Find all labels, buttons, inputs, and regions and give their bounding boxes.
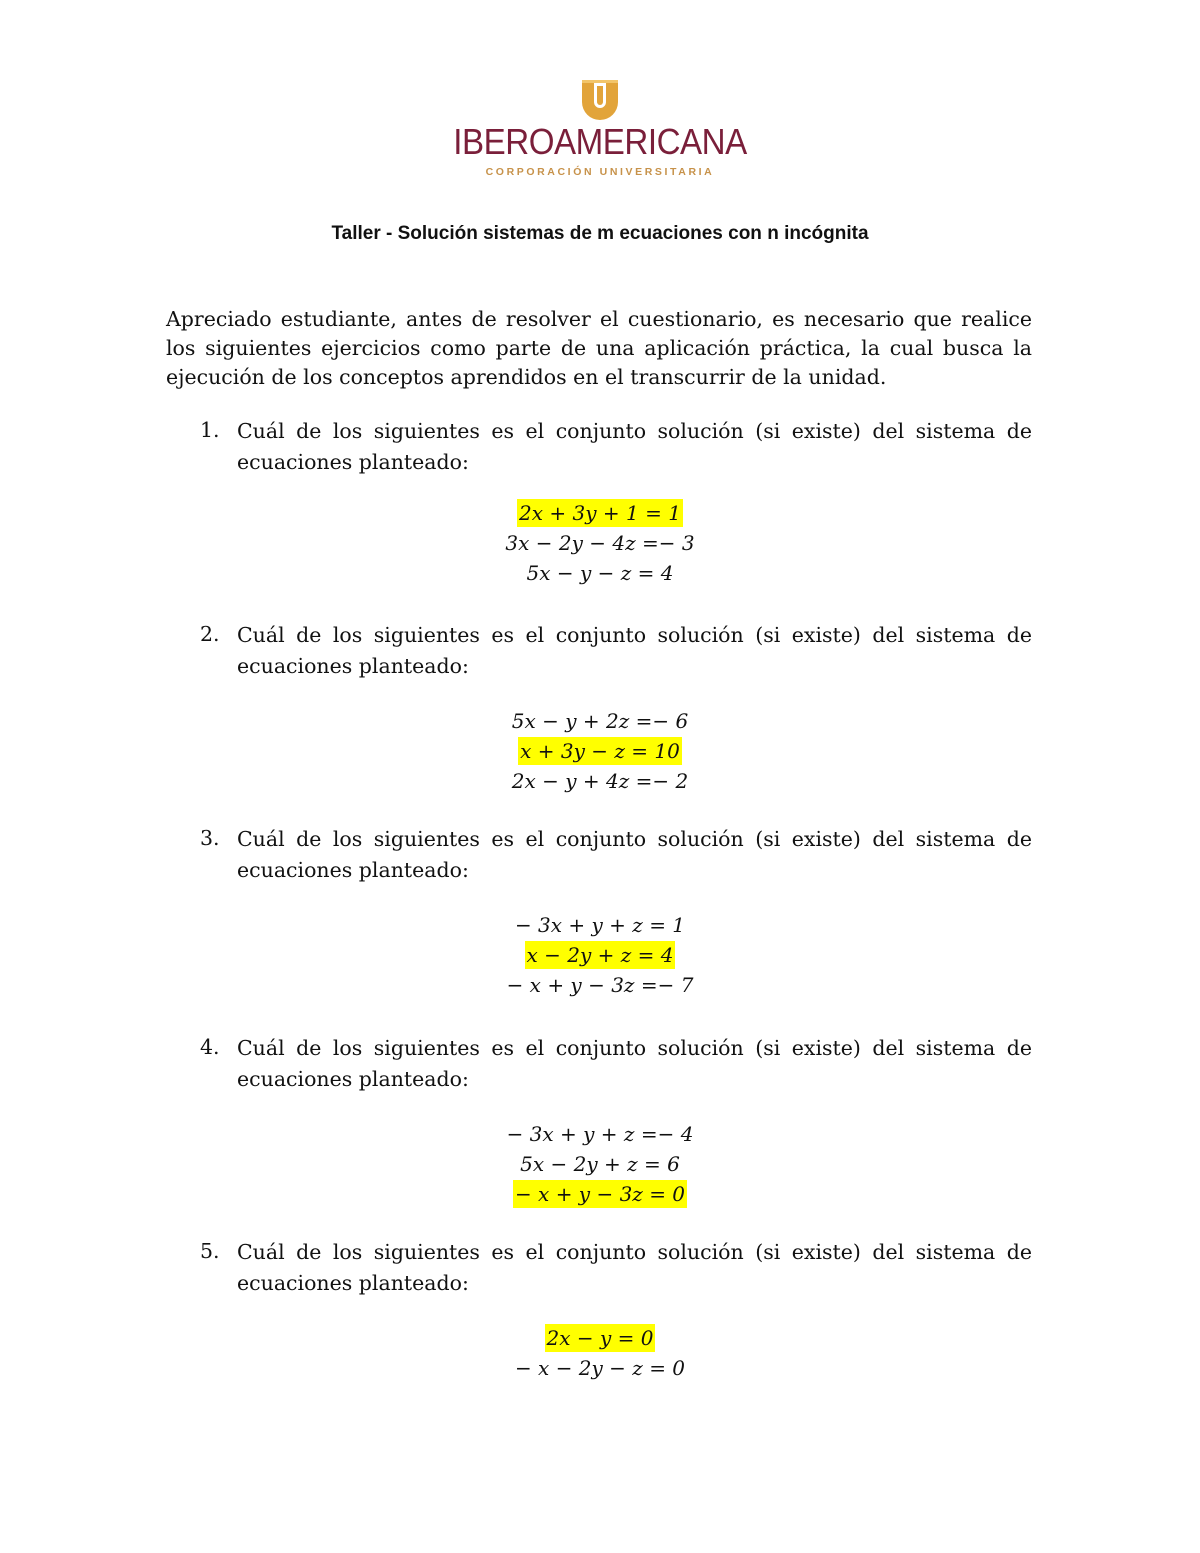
question-5: [166, 1237, 1032, 1299]
question-2: [166, 620, 1032, 682]
equation: 5x − y − z = 4: [526, 561, 674, 585]
question-number: 3.: [200, 826, 220, 850]
equation-system-2: [0, 707, 1200, 797]
equation: 2x − y + 4z =− 2: [511, 769, 689, 793]
university-shield-icon: [570, 78, 630, 120]
equation: 5x − y + 2z =− 6: [511, 709, 689, 733]
question-number: 4.: [200, 1035, 220, 1059]
equation: 3x − 2y − 4z =− 3: [505, 531, 695, 555]
equation: 5x − 2y + z = 6: [520, 1152, 680, 1176]
intro-paragraph: Apreciado estudiante, antes de resolver el cuestionario, es necesario que realice los siguientes ejercicios como parte de una aplicación práctica, la cual busca la ejecución de los conceptos aprendidos en el transcurrir de la unidad.: [166, 307, 1032, 389]
equation: − x + y − 3z = 0: [514, 1182, 686, 1206]
question-text: Cuál de los siguientes es el conjunto solución (si existe) del sistema de ecuaciones planteado:: [237, 1240, 1032, 1295]
equation: x − 2y + z = 4: [526, 943, 674, 967]
question-3: [166, 824, 1032, 886]
question-text: Cuál de los siguientes es el conjunto solución (si existe) del sistema de ecuaciones planteado:: [237, 419, 1032, 474]
logo-subtitle: CORPORACIÓN UNIVERSITARIA: [485, 166, 715, 178]
question-number: 5.: [200, 1239, 220, 1263]
question-1: [166, 416, 1032, 478]
equation: 2x + 3y + 1 = 1: [519, 501, 681, 525]
question-number: 2.: [200, 622, 220, 646]
equation: − x − 2y − z = 0: [514, 1356, 686, 1380]
university-logo: [0, 78, 1200, 179]
equation: x + 3y − z = 10: [520, 739, 680, 763]
equation-system-3: [0, 911, 1200, 1001]
question-text: Cuál de los siguientes es el conjunto solución (si existe) del sistema de ecuaciones planteado:: [237, 623, 1032, 678]
logo-name: IBEROAMERICANA: [453, 121, 747, 162]
equation-system-1: [0, 499, 1200, 589]
equation: − 3x + y + z = 1: [514, 913, 686, 937]
question-text: Cuál de los siguientes es el conjunto solución (si existe) del sistema de ecuaciones planteado:: [237, 1036, 1032, 1091]
document-title: Taller - Solución sistemas de m ecuaciones con n incógnita: [331, 223, 869, 244]
equation-system-4: [0, 1120, 1200, 1210]
question-text: Cuál de los siguientes es el conjunto solución (si existe) del sistema de ecuaciones planteado:: [237, 827, 1032, 882]
equation: − 3x + y + z =− 4: [506, 1122, 694, 1146]
question-number: 1.: [200, 418, 220, 442]
equation-system-5: [0, 1324, 1200, 1384]
equation: − x + y − 3z =− 7: [506, 973, 694, 997]
equation: 2x − y = 0: [546, 1326, 654, 1350]
question-4: [166, 1033, 1032, 1095]
